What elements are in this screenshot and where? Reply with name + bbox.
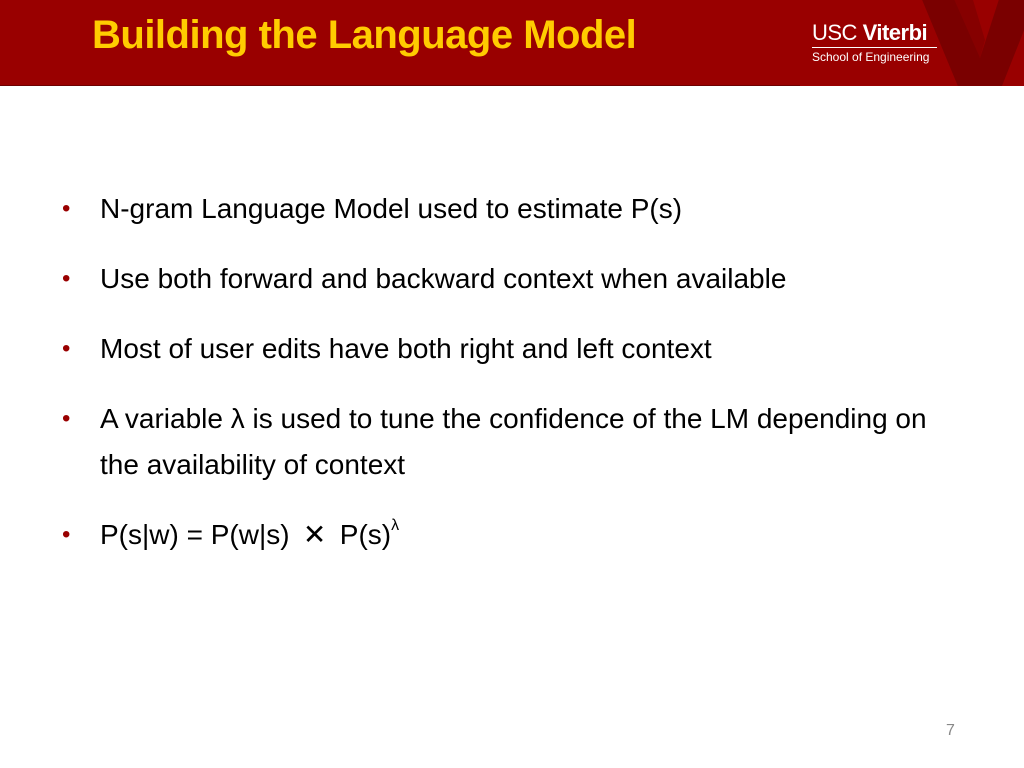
bullet-dot-icon: •: [62, 405, 71, 432]
bullet-item-formula: [62, 512, 962, 558]
slide-title: Building the Language Model: [92, 13, 637, 57]
page-number: 7: [946, 722, 955, 739]
bullet-item: [62, 256, 962, 302]
bullet-text: Use both forward and backward context when available: [100, 263, 787, 294]
bullet-dot-icon: •: [62, 265, 71, 292]
bullet-item: [62, 326, 962, 372]
bullet-dot-icon: •: [62, 335, 71, 362]
bullet-text: N-gram Language Model used to estimate P(s): [100, 193, 683, 224]
formula-text: [100, 516, 400, 550]
bullet-list: [62, 186, 962, 582]
logo-usc: USC: [812, 20, 857, 45]
bullet-text: Most of user edits have both right and left context: [100, 333, 712, 364]
bullet-dot-icon: •: [62, 521, 71, 548]
formula-exponent: λ: [391, 516, 400, 534]
header-bar: [0, 0, 1024, 86]
usc-viterbi-logo: [800, 0, 1024, 86]
formula-main: P(s|w) = P(w|s) ✕ P(s): [100, 519, 392, 550]
logo-viterbi: Viterbi: [862, 20, 928, 45]
bullet-item: [62, 396, 962, 488]
bullet-item: [62, 186, 962, 232]
bullet-dot-icon: •: [62, 195, 71, 222]
logo-text: [812, 22, 937, 65]
bullet-text: A variable λ is used to tune the confidence of the LM depending on the availability of context: [100, 403, 927, 480]
logo-school: School of Engineering: [812, 47, 937, 65]
logo-wordmark: [812, 22, 937, 44]
